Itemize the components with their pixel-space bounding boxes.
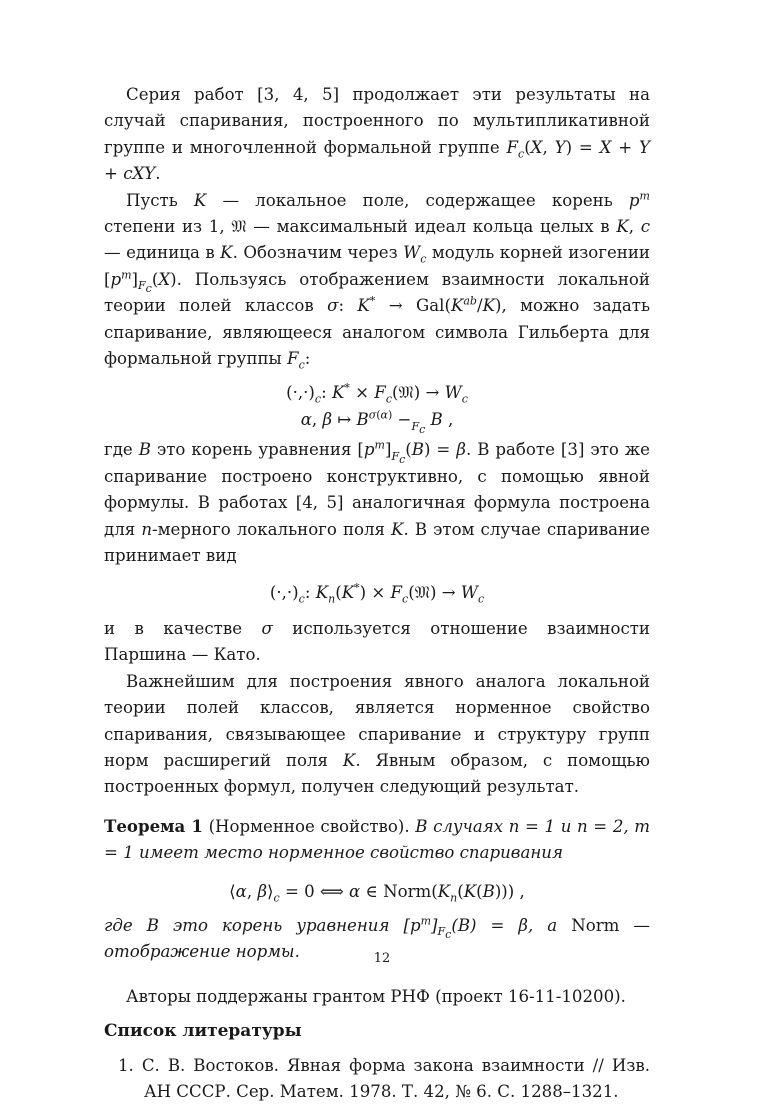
formula-pairing-milnor: $(\cdot,\cdot)_c$: $K_n(K^*)$ × $F_c(𝔐) \to W_c$ bbox=[269, 580, 485, 605]
page-number: 12 bbox=[373, 951, 391, 966]
paragraph-2: Пусть K — локальное поле, содержащее корень $p^m$ степени из 1, 𝔐 — максимальный идеал кольца целых в K, c — единица в K. Обозначим через $W_c$ модуль корней изогении $[p^m]_{F_c}(X)$. Пользуясь отображением взаимности локальной теории полей классов σ: $K^* \to Gal(K^{ab}/K)$, можно задать спаривание, являющееся аналогом символа Гильберта для формальной группы $F_c$: bbox=[104, 189, 650, 372]
formula-pairing-line-2: α, β ↦ $B^{\sigma(\alpha)} -_{F_c}$ B , bbox=[300, 408, 454, 436]
paragraph-3: где B это корень уравнения $[p^m]_{F_c}(B) = \beta$. В работе [3] это же спаривание построено конструктивно, с помощью явной формулы. В работах [4, 5] аналогичная формула построена для n-мерного локального поля K. В этом случае спаривание принимает вид bbox=[104, 438, 650, 566]
theorem-name: (Норменное свойство). bbox=[208, 816, 410, 836]
acknowledgement: Авторы поддержаны грантом РНФ (проект 16-11-10200). bbox=[126, 986, 626, 1006]
theorem-conclusion: где B это корень уравнения $[p^m]_{F_c}(B) = \beta$, а Norm — отображение нормы. bbox=[104, 914, 651, 962]
paragraph-1: Серия работ [3, 4, 5] продолжает эти результаты на случай спаривания, построенного по мультипликативной группе и многочленной формальной группе $F_c(X$, Y) = X + Y + cXY. bbox=[104, 85, 650, 184]
theorem-1 bbox=[104, 813, 650, 867]
reference-1: 1. С. В. Востоков. Явная форма закона взаимности // Изв. АН СССР. Сер. Матем. 1978. Т. 42, № 6. С. 1288–1321. bbox=[118, 1055, 650, 1101]
formula-norm-property: ⟨α, $\beta⟩_c = 0$ ⟺ α ∈ $Norm(K_n(K(B)))$ , bbox=[229, 881, 525, 904]
paragraph-4: и в качестве σ используется отношение взаимности Паршина — Като. bbox=[104, 618, 650, 665]
theorem-statement: В случаях n = 1 и n = 2, m = 1 имеет место норменное свойство спаривания bbox=[104, 816, 651, 863]
references-heading: Список литературы bbox=[104, 1021, 302, 1042]
paragraph-5: Важнейшим для построения явного аналога локальной теории полей классов, является норменное свойство спаривания, связывающее спаривание и структуру групп норм расширегий поля K. Явным образом, с помощью построенных формул, получен следующий результат. bbox=[104, 671, 650, 797]
formula-pairing bbox=[104, 379, 650, 436]
theorem-title: Теорема 1 bbox=[104, 815, 203, 836]
formula-pairing-line-1: $(\cdot,\cdot)_c$: $K^* \times F_c(𝔐) \to W_c$ bbox=[286, 381, 468, 406]
